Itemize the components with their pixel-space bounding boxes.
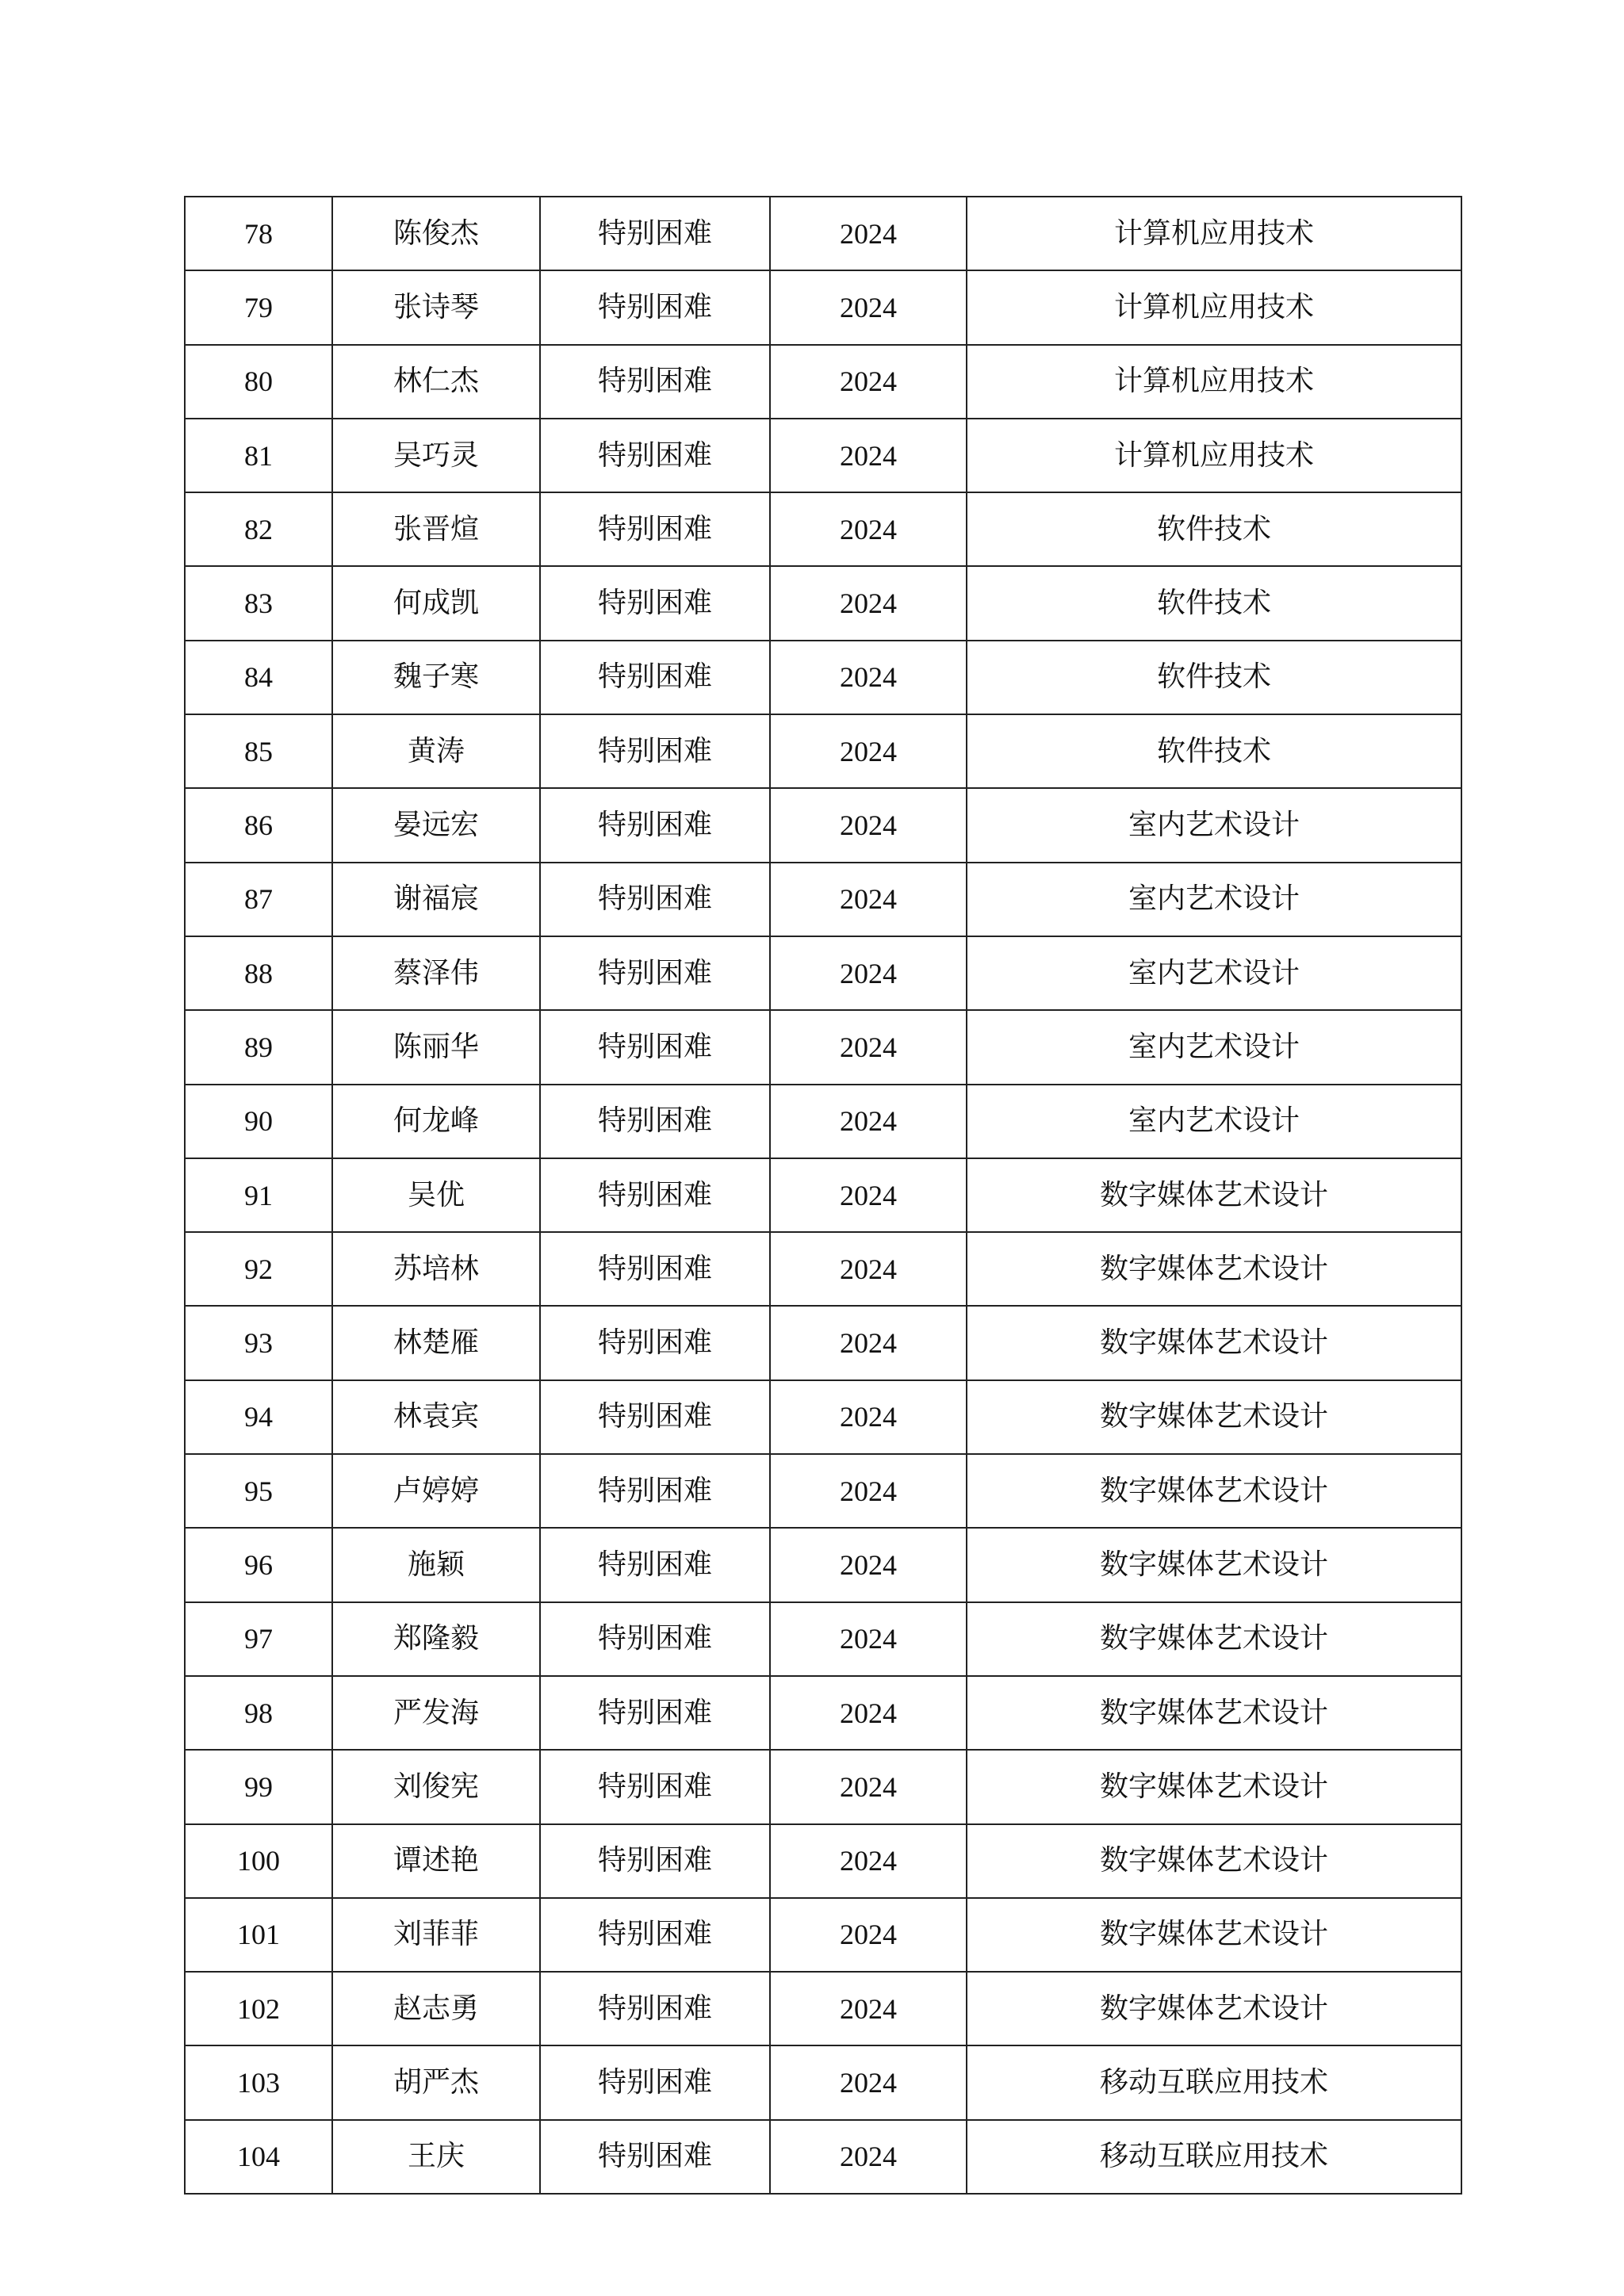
cell-year: 2024 [770, 1158, 967, 1232]
cell-major: 软件技术 [967, 641, 1461, 714]
cell-difficulty-level: 特别困难 [540, 1750, 770, 1823]
cell-major: 移动互联应用技术 [967, 2120, 1461, 2194]
table-row [185, 641, 1461, 714]
cell-name: 林楚雁 [332, 1306, 540, 1380]
cell-year: 2024 [770, 1380, 967, 1454]
cell-name: 林袁宾 [332, 1380, 540, 1454]
cell-number: 99 [185, 1750, 332, 1823]
cell-year: 2024 [770, 1232, 967, 1306]
cell-year: 2024 [770, 641, 967, 714]
cell-name: 张晋煊 [332, 492, 540, 566]
table-row [185, 788, 1461, 862]
table-row [185, 1232, 1461, 1306]
cell-number: 102 [185, 1972, 332, 2045]
cell-number: 87 [185, 863, 332, 936]
cell-major: 计算机应用技术 [967, 345, 1461, 419]
cell-year: 2024 [770, 492, 967, 566]
cell-major: 数字媒体艺术设计 [967, 1602, 1461, 1676]
cell-major: 数字媒体艺术设计 [967, 1380, 1461, 1454]
cell-major: 数字媒体艺术设计 [967, 1454, 1461, 1528]
cell-difficulty-level: 特别困难 [540, 788, 770, 862]
cell-name: 王庆 [332, 2120, 540, 2194]
cell-name: 施颖 [332, 1528, 540, 1601]
table-row [185, 1898, 1461, 1972]
cell-difficulty-level: 特别困难 [540, 492, 770, 566]
cell-name: 何成凯 [332, 566, 540, 640]
cell-major: 数字媒体艺术设计 [967, 1898, 1461, 1972]
table-row [185, 1528, 1461, 1601]
cell-major: 数字媒体艺术设计 [967, 1306, 1461, 1380]
cell-difficulty-level: 特别困难 [540, 1898, 770, 1972]
cell-number: 92 [185, 1232, 332, 1306]
cell-major: 室内艺术设计 [967, 1085, 1461, 1158]
cell-major: 计算机应用技术 [967, 270, 1461, 344]
cell-name: 陈丽华 [332, 1010, 540, 1084]
cell-difficulty-level: 特别困难 [540, 566, 770, 640]
cell-year: 2024 [770, 714, 967, 788]
cell-major: 软件技术 [967, 714, 1461, 788]
table-row [185, 2120, 1461, 2194]
table-row [185, 270, 1461, 344]
cell-major: 数字媒体艺术设计 [967, 1232, 1461, 1306]
cell-name: 卢婷婷 [332, 1454, 540, 1528]
cell-year: 2024 [770, 1972, 967, 2045]
cell-difficulty-level: 特别困难 [540, 1306, 770, 1380]
cell-name: 谭述艳 [332, 1824, 540, 1898]
cell-number: 80 [185, 345, 332, 419]
cell-name: 林仁杰 [332, 345, 540, 419]
cell-name: 刘菲菲 [332, 1898, 540, 1972]
cell-year: 2024 [770, 1676, 967, 1750]
cell-name: 刘俊宪 [332, 1750, 540, 1823]
cell-number: 96 [185, 1528, 332, 1601]
cell-difficulty-level: 特别困难 [540, 641, 770, 714]
cell-year: 2024 [770, 419, 967, 492]
cell-difficulty-level: 特别困难 [540, 419, 770, 492]
cell-difficulty-level: 特别困难 [540, 2120, 770, 2194]
cell-number: 90 [185, 1085, 332, 1158]
cell-year: 2024 [770, 788, 967, 862]
table-row [185, 2045, 1461, 2119]
cell-name: 陈俊杰 [332, 197, 540, 270]
table-row [185, 1306, 1461, 1380]
cell-year: 2024 [770, 1454, 967, 1528]
table-row [185, 1972, 1461, 2045]
table-body [185, 197, 1461, 2194]
cell-number: 100 [185, 1824, 332, 1898]
student-list-table [184, 196, 1462, 2195]
cell-year: 2024 [770, 197, 967, 270]
table-row [185, 566, 1461, 640]
cell-difficulty-level: 特别困难 [540, 270, 770, 344]
cell-number: 94 [185, 1380, 332, 1454]
cell-name: 蔡泽伟 [332, 936, 540, 1010]
cell-year: 2024 [770, 863, 967, 936]
cell-major: 数字媒体艺术设计 [967, 1158, 1461, 1232]
cell-major: 数字媒体艺术设计 [967, 1972, 1461, 2045]
cell-number: 101 [185, 1898, 332, 1972]
cell-number: 81 [185, 419, 332, 492]
cell-name: 苏培林 [332, 1232, 540, 1306]
cell-difficulty-level: 特别困难 [540, 1010, 770, 1084]
cell-name: 黄涛 [332, 714, 540, 788]
cell-difficulty-level: 特别困难 [540, 345, 770, 419]
cell-number: 82 [185, 492, 332, 566]
cell-major: 软件技术 [967, 492, 1461, 566]
cell-name: 吴优 [332, 1158, 540, 1232]
cell-year: 2024 [770, 1085, 967, 1158]
cell-difficulty-level: 特别困难 [540, 1232, 770, 1306]
table-row [185, 1380, 1461, 1454]
cell-number: 79 [185, 270, 332, 344]
cell-difficulty-level: 特别困难 [540, 1528, 770, 1601]
cell-major: 数字媒体艺术设计 [967, 1676, 1461, 1750]
cell-name: 张诗琴 [332, 270, 540, 344]
cell-major: 计算机应用技术 [967, 197, 1461, 270]
cell-number: 83 [185, 566, 332, 640]
table-row [185, 1676, 1461, 1750]
table-row [185, 936, 1461, 1010]
cell-year: 2024 [770, 1306, 967, 1380]
cell-number: 91 [185, 1158, 332, 1232]
cell-major: 数字媒体艺术设计 [967, 1750, 1461, 1823]
cell-number: 95 [185, 1454, 332, 1528]
cell-name: 晏远宏 [332, 788, 540, 862]
cell-number: 98 [185, 1676, 332, 1750]
cell-year: 2024 [770, 1898, 967, 1972]
cell-difficulty-level: 特别困难 [540, 1158, 770, 1232]
cell-number: 84 [185, 641, 332, 714]
table-row [185, 1824, 1461, 1898]
table-row [185, 1085, 1461, 1158]
cell-major: 数字媒体艺术设计 [967, 1528, 1461, 1601]
cell-name: 何龙峰 [332, 1085, 540, 1158]
cell-name: 胡严杰 [332, 2045, 540, 2119]
cell-number: 85 [185, 714, 332, 788]
cell-major: 软件技术 [967, 566, 1461, 640]
cell-number: 104 [185, 2120, 332, 2194]
table-row [185, 1750, 1461, 1823]
cell-year: 2024 [770, 1750, 967, 1823]
cell-number: 97 [185, 1602, 332, 1676]
cell-name: 魏子寒 [332, 641, 540, 714]
cell-number: 88 [185, 936, 332, 1010]
cell-major: 数字媒体艺术设计 [967, 1824, 1461, 1898]
cell-year: 2024 [770, 936, 967, 1010]
cell-number: 89 [185, 1010, 332, 1084]
table-row [185, 197, 1461, 270]
cell-difficulty-level: 特别困难 [540, 714, 770, 788]
cell-difficulty-level: 特别困难 [540, 1380, 770, 1454]
cell-difficulty-level: 特别困难 [540, 1602, 770, 1676]
cell-difficulty-level: 特别困难 [540, 1085, 770, 1158]
cell-difficulty-level: 特别困难 [540, 1972, 770, 2045]
table-row [185, 419, 1461, 492]
cell-number: 86 [185, 788, 332, 862]
table-row [185, 1602, 1461, 1676]
cell-difficulty-level: 特别困难 [540, 1824, 770, 1898]
cell-number: 103 [185, 2045, 332, 2119]
cell-difficulty-level: 特别困难 [540, 863, 770, 936]
cell-number: 78 [185, 197, 332, 270]
table-row [185, 1454, 1461, 1528]
cell-difficulty-level: 特别困难 [540, 1454, 770, 1528]
cell-year: 2024 [770, 1528, 967, 1601]
cell-year: 2024 [770, 270, 967, 344]
cell-name: 吴巧灵 [332, 419, 540, 492]
table-row [185, 714, 1461, 788]
cell-major: 移动互联应用技术 [967, 2045, 1461, 2119]
table-row [185, 863, 1461, 936]
cell-name: 郑隆毅 [332, 1602, 540, 1676]
table-row [185, 1158, 1461, 1232]
cell-name: 严发海 [332, 1676, 540, 1750]
cell-major: 室内艺术设计 [967, 863, 1461, 936]
cell-major: 计算机应用技术 [967, 419, 1461, 492]
cell-difficulty-level: 特别困难 [540, 1676, 770, 1750]
cell-year: 2024 [770, 2045, 967, 2119]
cell-number: 93 [185, 1306, 332, 1380]
table-row [185, 1010, 1461, 1084]
cell-major: 室内艺术设计 [967, 788, 1461, 862]
cell-name: 谢福宸 [332, 863, 540, 936]
cell-year: 2024 [770, 1824, 967, 1898]
cell-year: 2024 [770, 1010, 967, 1084]
cell-year: 2024 [770, 566, 967, 640]
cell-difficulty-level: 特别困难 [540, 2045, 770, 2119]
table-row [185, 492, 1461, 566]
cell-difficulty-level: 特别困难 [540, 936, 770, 1010]
cell-year: 2024 [770, 2120, 967, 2194]
cell-major: 室内艺术设计 [967, 936, 1461, 1010]
cell-year: 2024 [770, 1602, 967, 1676]
cell-difficulty-level: 特别困难 [540, 197, 770, 270]
table-row [185, 345, 1461, 419]
cell-major: 室内艺术设计 [967, 1010, 1461, 1084]
cell-name: 赵志勇 [332, 1972, 540, 2045]
cell-year: 2024 [770, 345, 967, 419]
